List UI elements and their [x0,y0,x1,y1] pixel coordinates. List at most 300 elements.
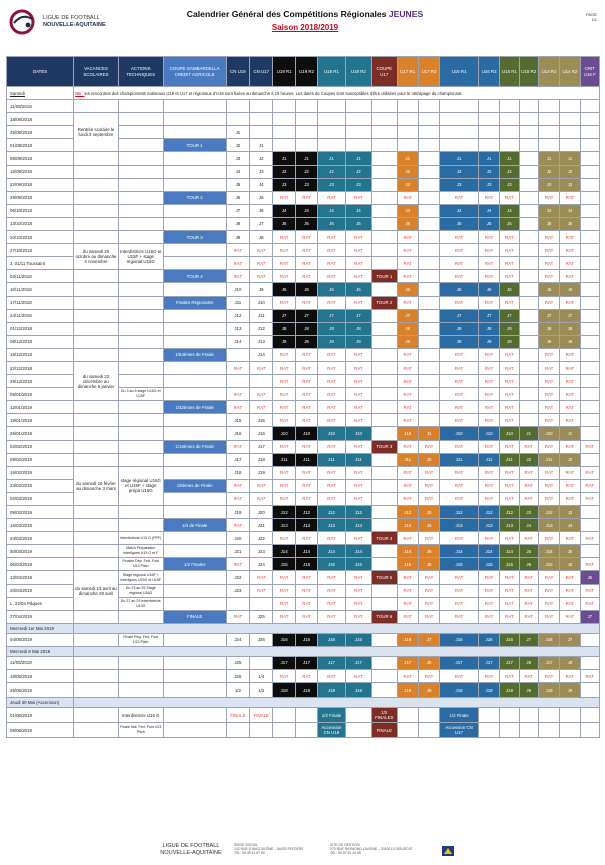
coupe-u17-cell [372,375,397,388]
gambardella-cell [163,388,226,401]
gambardella-cell [163,492,226,505]
table-row [7,283,600,296]
u14-cell: RAT [560,610,580,623]
u14-cell [538,126,559,139]
gambardella-cell [163,414,226,427]
holiday-cell [74,414,119,427]
coupe-u17-cell [372,113,397,126]
coupe-u17-cell [372,388,397,401]
coupe-u17-cell [372,217,397,230]
u19-cell: RAT [273,492,295,505]
u15-cell [500,126,519,139]
u18-cell [318,100,345,113]
date-cell: 08/09/2018 [7,152,74,165]
u16-cell: J12 [478,506,499,519]
u16-cell [478,100,499,113]
u16-cell: J8 [478,322,499,335]
coupe-u17-cell: 1/2 FINALES [372,708,397,723]
column-header: DATES [7,57,74,87]
coupe-u17-cell [372,191,397,204]
u14-cell: J6 [560,558,580,571]
u15-cell [519,191,538,204]
u19-cell: RAT [273,375,295,388]
u18-cell: J18 [345,683,371,698]
crit-u16f-cell: RAT [580,440,599,453]
u14-cell: RAT [538,361,559,374]
note-text: les rencontres des championnats nationaux U19 et U17 et régionaux d'U19 sont fixées au dimanche à 15 heures. Les dates de Coupes sont susceptibles d'être utilisées pour le rattrapage du championnat [84,90,462,96]
technical-action-cell [118,191,163,204]
gambardella-cell: 1/32èmes de Finale [163,401,226,414]
cn19-cell: FINALE [226,708,249,723]
u16-cell: J3 [478,178,499,191]
u14-cell: J2 [538,165,559,178]
u19-cell: J18 [295,683,317,698]
holiday-cell [74,296,119,309]
table-row [7,656,600,669]
cn19-cell: J26 [226,670,249,683]
crit-u16f-cell [580,231,599,244]
u19-cell: RAT [273,348,295,361]
u18-cell: RAT [345,414,371,427]
u14-cell: J14 [538,545,559,558]
u19-cell: J8 [295,322,317,335]
u14-cell: J2 [560,453,580,466]
cn19-cell: J13 [226,322,249,335]
u15-cell [519,152,538,165]
section-row [7,698,600,708]
gambardella-cell: TOUR 4 [163,270,226,283]
u17-cell: RAT [397,479,418,492]
column-header: U19 R2 [295,57,317,87]
u17-cell [418,375,439,388]
column-header: COUPE GAMBARDELLA CREDIT AGRICOLE [163,57,226,87]
cn17-cell: J5 [250,191,273,204]
page-footer [0,840,605,865]
column-header: COUPE U17 [372,57,397,87]
u14-cell [560,708,580,723]
technical-action-cell [118,309,163,322]
cn19-cell: J25 [226,656,249,669]
crit-u16f-cell [580,375,599,388]
u16-cell: J3 [440,178,479,191]
u19-cell: RAT [295,191,317,204]
gambardella-cell [163,584,226,597]
u16-cell: RAT [440,571,479,584]
u15-cell [519,401,538,414]
u16-cell: J17 [478,656,499,669]
u17-cell [418,217,439,230]
coupe-u17-cell [372,466,397,479]
date-cell: 18/08/2018 [7,113,74,126]
u17-cell [418,283,439,296]
u16-cell: J9 [478,335,499,348]
footer-col1-line: TÉL. 05 49 41 87 80 [234,851,265,856]
u19-cell: J10 [273,427,295,440]
cn17-cell: J6 [250,204,273,217]
u17-cell: J7 [397,309,418,322]
u18-cell: J6 [345,283,371,296]
u18-cell: J6 [318,283,345,296]
u19-cell [273,100,295,113]
u19-cell: RAT [295,571,317,584]
date-cell: 25/08/2018 [7,126,74,139]
date-cell: 13/04/2019 [7,571,74,584]
technical-action-cell [118,361,163,374]
holiday-cell [74,217,119,230]
calendar-header [7,57,600,87]
u15-cell [519,348,538,361]
u19-cell: RAT [273,414,295,427]
table-row [7,231,600,244]
u17-cell: RAT [397,375,418,388]
cn17-cell: J22 [250,532,273,545]
u18-cell: J4 [345,204,371,217]
technical-action-cell [118,453,163,466]
u14-cell: J8 [538,322,559,335]
u17-cell: RAT [397,584,418,597]
u17-cell: J13 [397,519,418,532]
u14-cell: RAT [538,244,559,257]
u16-cell: RAT [478,597,499,610]
u17-cell [418,165,439,178]
u19-cell: J16 [273,633,295,646]
u15-cell [519,178,538,191]
technical-action-cell: Finale Rég. Fed. Foot U13 Pitch [118,633,163,646]
u15-cell: RAT [500,401,519,414]
u15-cell: J7 [500,309,519,322]
u16-cell: J7 [440,309,479,322]
u19-cell: J10 [295,427,317,440]
coupe-u17-cell [372,506,397,519]
gambardella-cell: TOUR 3 [163,231,226,244]
u15-cell: RAT [500,348,519,361]
u15-cell [519,165,538,178]
u14-cell: RAT [560,597,580,610]
u15-cell [519,283,538,296]
u18-cell: RAT [318,270,345,283]
gambardella-cell [163,309,226,322]
u16-cell: J2 [478,165,499,178]
u15-cell: J9 [500,335,519,348]
coupe-u17-cell: TOUR 2 [372,296,397,309]
technical-action-cell [118,335,163,348]
u16-cell: RAT [478,492,499,505]
u18-cell: J8 [318,322,345,335]
u16-cell: J13 [478,519,499,532]
date-cell: 26/01/2019 [7,427,74,440]
table-row [7,335,600,348]
section-row [7,646,600,656]
u15-cell: RAT [519,492,538,505]
footer-league-line-2: NOUVELLE-AQUITAINE [160,850,222,856]
u14-cell: RAT [538,571,559,584]
u18-cell: RAT [345,571,371,584]
u16-cell: RAT [478,466,499,479]
table-row [7,204,600,217]
u18-cell: J3 [345,178,371,191]
technical-action-cell: Du 3 au 5 stage U15G et U15F [118,388,163,401]
u18-cell: RAT [345,270,371,283]
page-count: 1/1 [591,17,597,22]
date-cell: 15/09/2018 [7,165,74,178]
u16-cell: RAT [478,231,499,244]
cn17-cell: J25 [250,610,273,623]
footer-league-line-1: LIGUE DE FOOTBALL [162,843,220,849]
u16-cell: RAT [440,414,479,427]
column-header: U14 R2 [560,57,580,87]
u14-cell: J12 [538,506,559,519]
gambardella-cell: 1/64èmes de Finale [163,348,226,361]
crit-u16f-cell [580,283,599,296]
u17-cell [418,191,439,204]
u18-cell: J9 [345,335,371,348]
u14-cell [560,113,580,126]
u16-cell: RAT [478,348,499,361]
crit-u16f-cell [580,165,599,178]
technical-action-cell [118,231,163,244]
u14-cell: RAT [560,191,580,204]
technical-action-cell [118,296,163,309]
u14-cell: RAT [538,257,559,270]
u19-cell: RAT [273,257,295,270]
u14-cell: J9 [560,335,580,348]
u14-cell: RAT [538,532,559,545]
technical-action-cell: Finale Nat. Fed. Foot U13 Pitch [118,723,163,738]
cn17-cell: J16 [250,427,273,440]
u17-cell: RAT [397,270,418,283]
u16-cell: RAT [478,670,499,683]
cn17-cell: J18 [250,453,273,466]
coupe-u17-cell [372,492,397,505]
date-cell: 13/10/2018 [7,217,74,230]
u18-cell: 1/2 Finale [318,708,345,723]
crit-u16f-cell: RAT [580,584,599,597]
u18-cell: J14 [345,545,371,558]
u19-cell [273,139,295,152]
u16-cell: RAT [478,257,499,270]
u18-cell: RAT [345,532,371,545]
technical-action-cell [118,440,163,453]
u14-cell: RAT [538,492,559,505]
u14-cell: RAT [560,375,580,388]
coupe-u17-cell [372,204,397,217]
date-cell: 04/05/2019 [7,633,74,646]
u14-cell: RAT [538,584,559,597]
u19-cell: RAT [273,388,295,401]
u19-cell: J2 [295,165,317,178]
u17-cell [418,100,439,113]
column-header: U16 R2 [478,57,499,87]
u16-cell [440,139,479,152]
u17-cell [418,296,439,309]
u15-cell [519,270,538,283]
u16-cell: RAT [478,270,499,283]
column-header: U15 R1 [500,57,519,87]
u14-cell: RAT [560,361,580,374]
u19-cell: J18 [273,683,295,698]
cn17-cell: J10 [250,296,273,309]
u19-cell: RAT [295,670,317,683]
u16-cell [440,126,479,139]
date-cell: 16/03/2019 [7,519,74,532]
coupe-u17-cell [372,597,397,610]
cn19-cell: J15 [226,414,249,427]
u15-cell: RAT [500,479,519,492]
table-row [7,723,600,738]
u15-cell: J3 [500,178,519,191]
date-cell: 27/04/2019 [7,610,74,623]
u17-cell: J2 [418,453,439,466]
u17-cell: J15 [397,558,418,571]
date-cell: 11/05/2019 [7,656,74,669]
calendar-table [6,56,600,738]
u17-cell: J3 [418,506,439,519]
holiday-cell [74,723,119,738]
u17-cell: RAT [418,492,439,505]
u15-cell: J12 [500,506,519,519]
cn19-cell: RAT [226,492,249,505]
u16-cell: J17 [440,656,479,669]
u15-cell: J13 [500,519,519,532]
column-header: U18 R2 [345,57,371,87]
gambardella-cell [163,126,226,139]
u17-cell [418,139,439,152]
section-row [7,623,600,633]
technical-action-cell [118,427,163,440]
u17-cell [397,139,418,152]
u17-cell: J1 [397,152,418,165]
u19-cell: J12 [295,506,317,519]
u19-cell: RAT [273,296,295,309]
gambardella-cell [163,178,226,191]
u17-cell: RAT [397,532,418,545]
u19-cell: RAT [295,610,317,623]
table-row [7,244,600,257]
holiday-cell [74,610,119,623]
u19-cell: J1 [273,152,295,165]
table-row [7,178,600,191]
u14-cell: RAT [538,191,559,204]
cn17-cell: J11 [250,309,273,322]
u16-cell: J4 [478,204,499,217]
u19-cell: RAT [295,296,317,309]
cn17-cell: J24 [250,558,273,571]
u15-cell [519,204,538,217]
u17-cell [418,361,439,374]
gambardella-cell [163,165,226,178]
u19-cell: J6 [273,283,295,296]
u15-cell: J11 [500,453,519,466]
holiday-cell [74,283,119,296]
table-row [7,453,600,466]
u19-cell: J6 [295,283,317,296]
u18-cell: RAT [345,231,371,244]
footer-head-office [234,843,329,856]
u15-cell: J3 [519,506,538,519]
u14-cell: RAT [538,610,559,623]
table-row [7,361,600,374]
gambardella-cell [163,633,226,646]
coupe-u17-cell [372,309,397,322]
date-cell: 16/02/2019 [7,466,74,479]
u17-cell: RAT [397,414,418,427]
crit-u16f-cell [580,191,599,204]
u14-cell [538,100,559,113]
u15-cell: J1 [519,427,538,440]
holiday-cell [74,633,119,646]
u19-cell: RAT [295,270,317,283]
u19-cell: J2 [273,165,295,178]
u17-cell: J9 [397,335,418,348]
u14-cell: RAT [560,466,580,479]
cn19-cell: J21 [226,545,249,558]
u15-cell: RAT [500,571,519,584]
cn19-cell: J14 [226,335,249,348]
u19-cell: J17 [273,656,295,669]
technical-action-cell [118,519,163,532]
column-header: CN U19 [226,57,249,87]
technical-action-cell [118,610,163,623]
u19-cell: RAT [273,401,295,414]
u17-cell: RAT [397,361,418,374]
u16-cell [478,723,499,738]
u18-cell: RAT [318,348,345,361]
coupe-u17-cell [372,414,397,427]
u19-cell: RAT [273,244,295,257]
technical-action-cell [118,283,163,296]
coupe-u17-cell [372,165,397,178]
technical-action-cell [118,178,163,191]
u16-cell: J12 [440,506,479,519]
technical-action-cell [118,113,163,126]
gambardella-cell [163,506,226,519]
gambardella-cell [163,152,226,165]
crit-u16f-cell [580,388,599,401]
u14-cell: J8 [560,656,580,669]
technical-action-cell [118,270,163,283]
u17-cell: J12 [397,506,418,519]
date-cell: 02/02/2019 [7,440,74,453]
cn19-cell: J12 [226,309,249,322]
date-cell: 23/02/2019 [7,479,74,492]
gambardella-cell [163,257,226,270]
u17-cell: J5 [397,217,418,230]
u18-cell: J16 [318,633,345,646]
season-title: Saison 2018/2019 [271,23,339,32]
technical-action-cell [118,375,163,388]
league-line-2: NOUVELLE-AQUITAINE [43,22,106,28]
u15-cell [519,244,538,257]
coupe-u17-cell [372,348,397,361]
u15-cell: J6 [519,558,538,571]
u18-cell: RAT [318,492,345,505]
u15-cell: RAT [500,610,519,623]
u18-cell: RAT [318,440,345,453]
header-row [7,57,600,87]
u16-cell: RAT [478,414,499,427]
u19-cell: RAT [273,231,295,244]
u14-cell: J7 [560,309,580,322]
u19-cell [273,708,295,723]
u17-cell [418,309,439,322]
u15-cell [500,100,519,113]
date-cell: L. 22/04 Pâques [7,597,74,610]
u14-cell: RAT [560,388,580,401]
crit-u16f-cell [580,723,599,738]
crit-u16f-cell [580,348,599,361]
u18-cell [345,100,371,113]
u19-cell: J9 [273,335,295,348]
